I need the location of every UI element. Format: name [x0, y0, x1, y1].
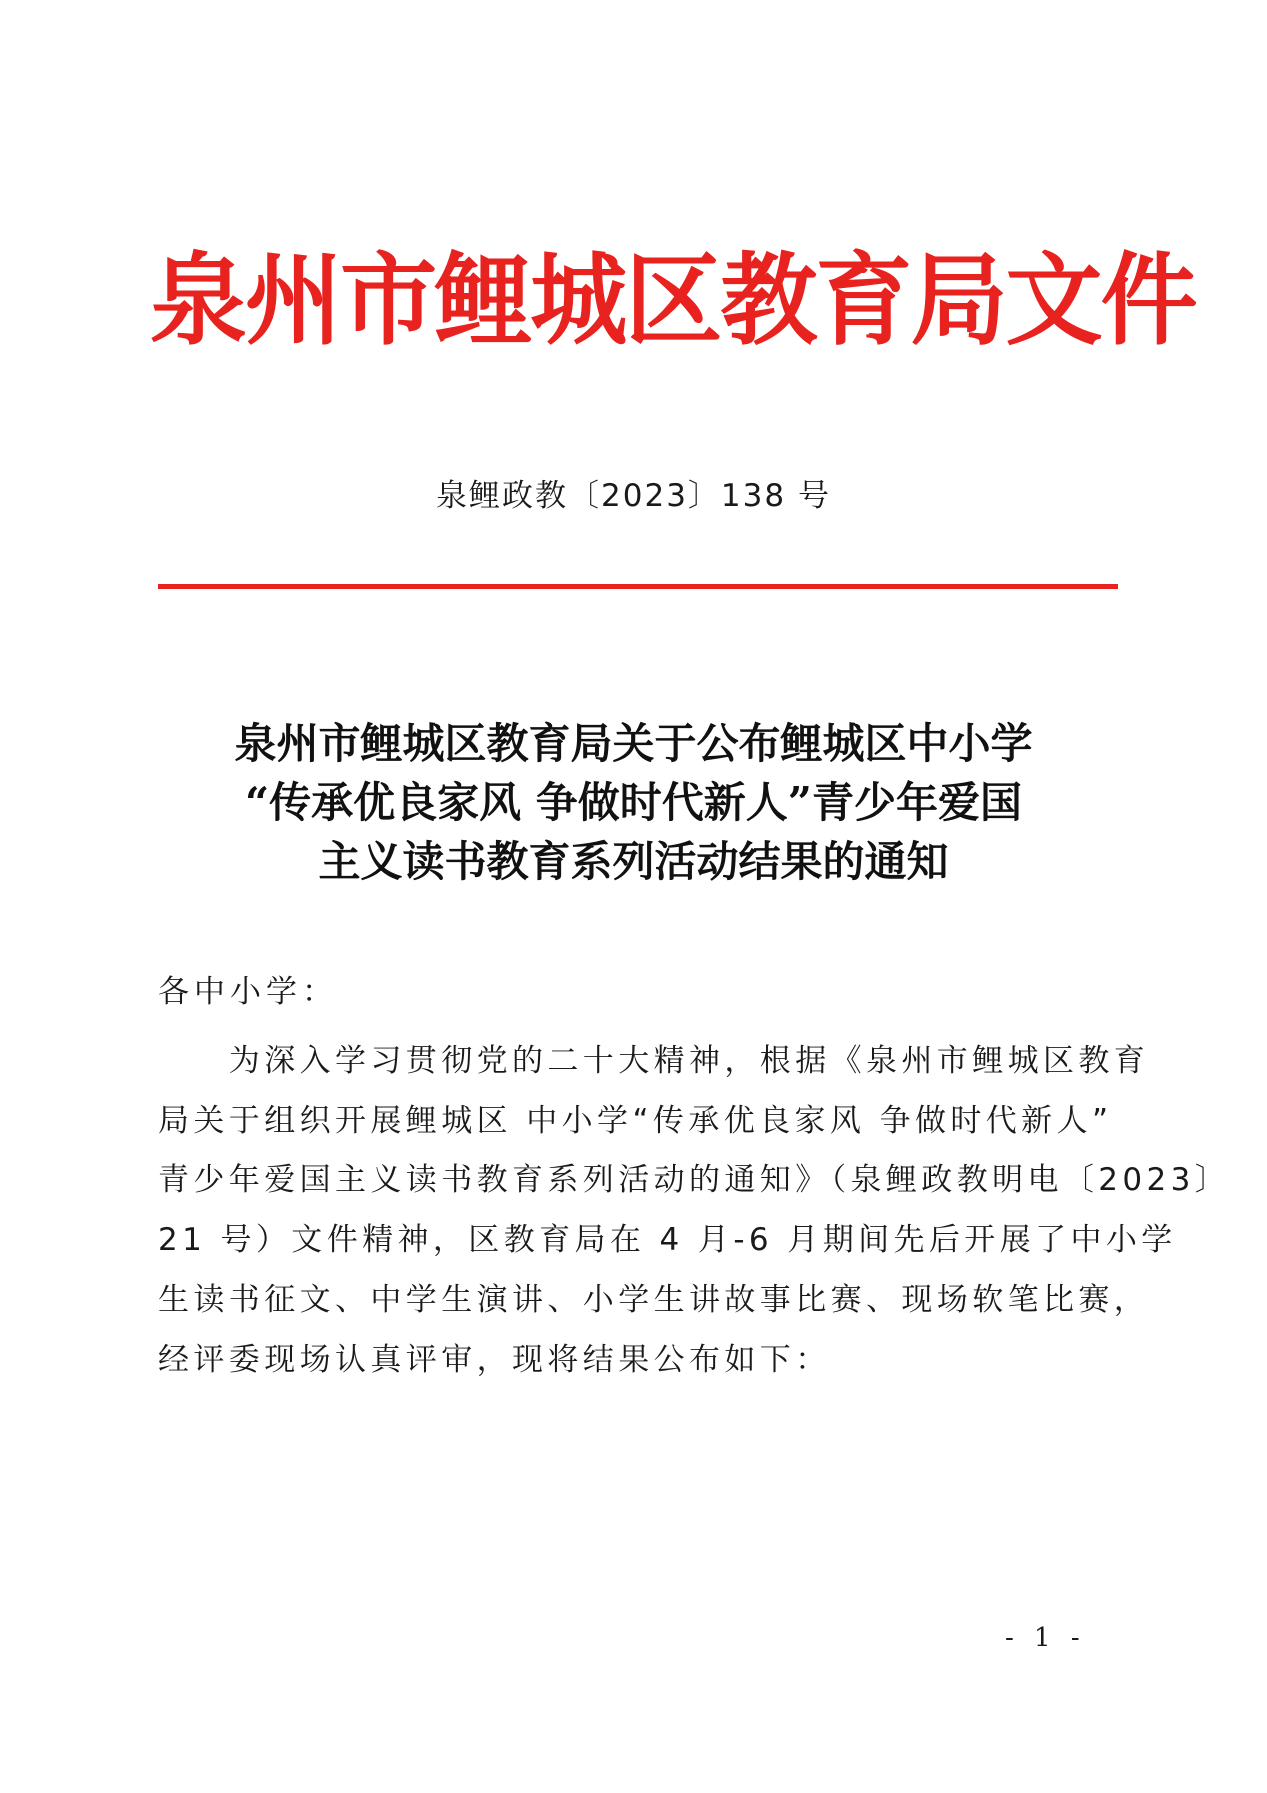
body-paragraph [158, 1032, 1231, 1390]
salutation: 各中小学： [158, 974, 338, 1010]
page-number: - 1 - [1005, 1623, 1086, 1653]
notice-title [0, 714, 1267, 891]
body-line: 为深入学习贯彻党的二十大精神，根据《泉州市鲤城区教育 [158, 1043, 1150, 1079]
title-line: “传承优良家风 争做时代新人”青少年爱国 [245, 778, 1022, 827]
title-line: 泉州市鲤城区教育局关于公布鲤城区中小学 [234, 719, 1033, 768]
body-line: 青少年爱国主义读书教育系列活动的通知》（泉鲤政教明电〔2023〕 [158, 1162, 1231, 1199]
title-line: 主义读书教育系列活动结果的通知 [318, 837, 949, 886]
body-line: 生读书征文、中学生演讲、小学生讲故事比赛、现场软笔比赛， [158, 1281, 1150, 1318]
masthead-title: 泉州市鲤城区教育局文件 [150, 241, 1196, 359]
body-line: 局关于组织开展鲤城区 中小学“传承优良家风 争做时代新人” [158, 1102, 1113, 1139]
body-line: 21 号）文件精神，区教育局在 4 月-6 月期间先后开展了中小学 [158, 1222, 1177, 1259]
red-divider [158, 584, 1118, 589]
body-line: 经评委现场认真评审，现将结果公布如下： [158, 1341, 831, 1378]
document-number: 泉鲤政教〔2023〕138 号 [436, 478, 831, 514]
